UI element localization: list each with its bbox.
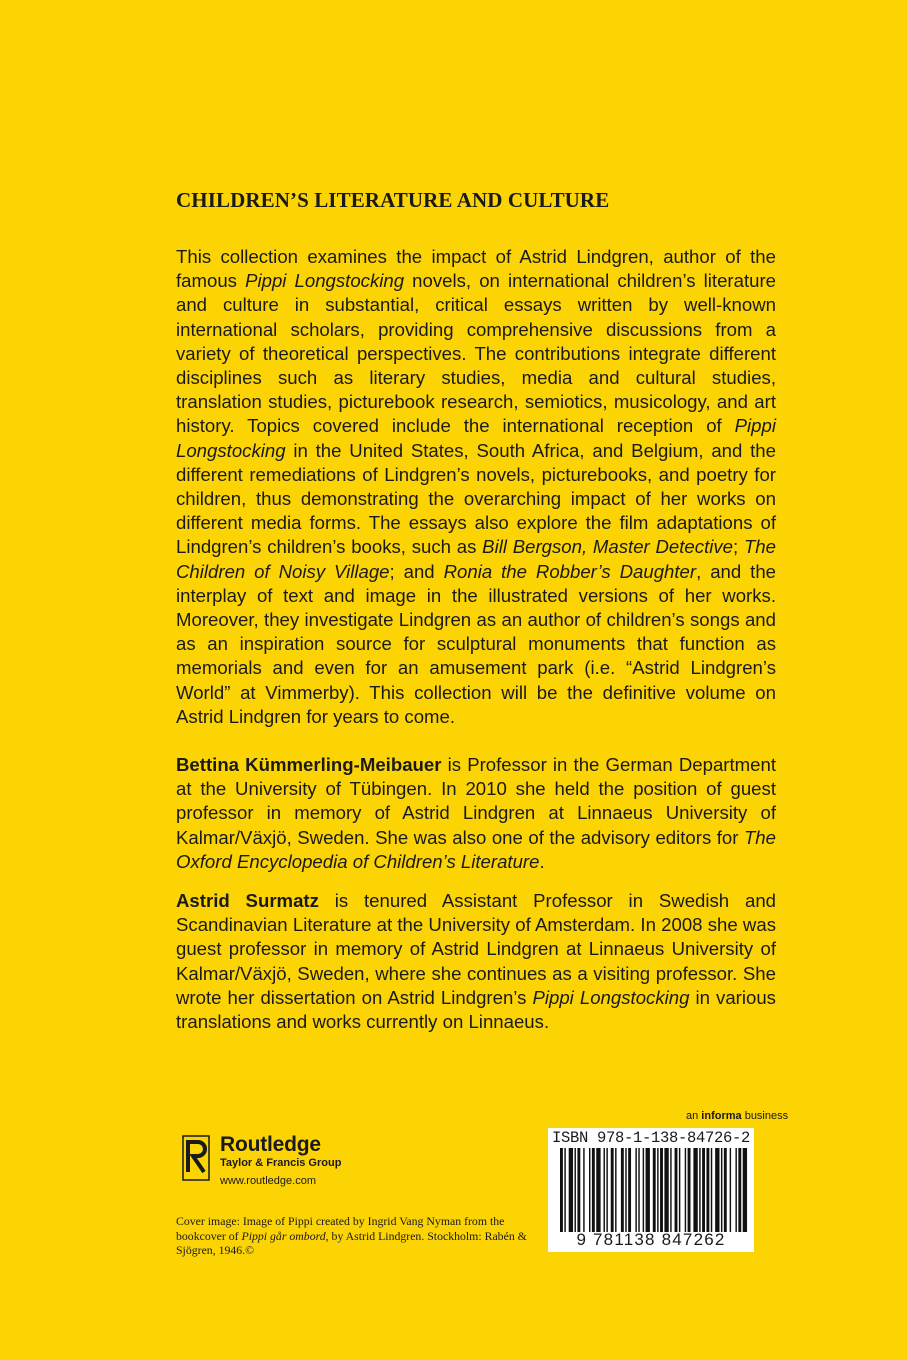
publisher-url[interactable]: www.routledge.com — [220, 1175, 316, 1187]
barcode-bar — [592, 1148, 595, 1232]
barcode-bar — [702, 1148, 705, 1232]
title-pippi: Pippi Longstocking — [245, 270, 405, 292]
routledge-r-icon — [180, 1134, 212, 1182]
barcode-bar — [657, 1148, 658, 1232]
publisher-group: Taylor & Francis Group — [220, 1157, 342, 1169]
informa-business: an informa business — [686, 1110, 789, 1122]
barcode-bar — [596, 1148, 600, 1232]
isbn-barcode — [548, 1128, 754, 1252]
publisher-name: Routledge — [220, 1133, 321, 1156]
barcode-bar — [693, 1148, 697, 1232]
barcode-bar — [670, 1148, 671, 1232]
barcode-bar — [638, 1148, 639, 1232]
barcode-bar — [735, 1148, 736, 1232]
barcode-bar — [721, 1148, 722, 1232]
barcode-bar — [589, 1148, 590, 1232]
barcode-bar — [611, 1148, 614, 1232]
editor-name: Astrid Surmatz — [176, 890, 319, 911]
barcode-bar — [575, 1148, 576, 1232]
barcode-bar — [660, 1148, 663, 1232]
barcode-bar — [643, 1148, 644, 1232]
editor-bio-2: Astrid Surmatz is tenured Assistant Professor in Swedish and Scandinavian Literature at the University of Amsterdam. In 2008 she was guest professor in memory of Astrid Lindgren at Linnaeus University of Kalmar/Växjö, Sweden, where she continues as a visiting professor. She wrote her dissertation on Astrid Lindgren’s Pippi Longstocking in various translations and works currently on Linnaeus. — [176, 890, 777, 1033]
barcode-bar — [715, 1148, 719, 1232]
barcode-bar — [724, 1148, 727, 1232]
barcode-bar — [635, 1148, 636, 1232]
barcode-bar — [628, 1148, 631, 1232]
barcode-digits: 9 781138 847262 — [576, 1230, 726, 1249]
work-title: Pippi Longstocking — [532, 986, 690, 1008]
barcode-bar — [699, 1148, 700, 1232]
barcode-bar — [706, 1148, 709, 1232]
barcode-bar — [615, 1148, 616, 1232]
barcode-bar — [688, 1148, 691, 1232]
barcode-bar — [604, 1148, 605, 1232]
barcode-bar — [743, 1148, 747, 1232]
work-title: The Oxford Encyclopedia of Children’s Literature — [176, 826, 776, 872]
editor-bio-1: Bettina Kümmerling-Meibauer is Professor in the German Department at the University of Tübingen. In 2010 she held the position of guest professor in memory of Astrid Lindgren at Linnaeus University of Kalmar/Växjö, Sweden. She was also one of the advisory editors for The Oxford Encyclopedia of Children’s Literature. — [176, 754, 776, 872]
barcode-bar — [679, 1148, 680, 1232]
cover-credit: Cover image: Image of Pippi created by Ingrid Vang Nyman from the bookcover of Pippi går ombord, by Astrid Lindgren. Stockholm: Rabén & Sjögren, 1946.© — [176, 1214, 527, 1257]
barcode-bar — [730, 1148, 731, 1232]
title-noisy-village: The Children of Noisy Village — [176, 536, 776, 582]
title-ronia: Ronia the Robber’s Daughter — [443, 560, 697, 582]
barcode-bar — [711, 1148, 712, 1232]
barcode-bar — [653, 1148, 656, 1232]
barcode-bars — [548, 1148, 754, 1234]
barcode-bar — [621, 1148, 624, 1232]
barcode-bar — [738, 1148, 741, 1232]
barcode-bar — [675, 1148, 678, 1232]
barcode-bar — [577, 1148, 580, 1232]
barcode-bar — [569, 1148, 573, 1232]
book-description: This collection examines the impact of Astrid Lindgren, author of the famous Pippi Longstocking novels, on international children’s literature and culture in substantial, critical essays written by well-known international scholars, providing comprehensive discussions from a variety of theoretical perspectives. The contributions integrate different disciplines such as literary studies, media and cultural studies, translation studies, picturebook research, semiotics, musicology, and art history. Topics covered include the international reception of Pippi Longstocking in the United States, South Africa, and Belgium, and the different remediations of Lindgren’s novels, picturebooks, and poetry for children, thus demonstrating the overarching impact of her works on different media forms. The essays also explore the film adaptations of Lindgren’s children’s books, such as Bill Bergson, Master Detective; The Children of Noisy Village; and Ronia the Robber’s Daughter, and the interplay of text and image in the illustrated versions of her works. Moreover, they investigate Lindgren as an author of children’s songs and as an inspiration source for sculptural monuments that function as memorials and even for an amusement park (i.e. “Astrid Lindgren’s World” at Vimmerby). This collection will be the definitive volume on Astrid Lindgren for years to come. — [176, 246, 777, 727]
isbn-label: ISBN 978-1-138-84726-2 — [552, 1129, 751, 1147]
barcode-bar — [564, 1148, 565, 1232]
barcode-bar — [560, 1148, 563, 1232]
barcode-bar — [664, 1148, 668, 1232]
publisher-logo — [180, 1134, 341, 1190]
barcode-bar — [606, 1148, 607, 1232]
barcode-bar — [685, 1148, 686, 1232]
editor-name: Bettina Kümmerling-Meibauer — [176, 754, 442, 775]
barcode-bar — [646, 1148, 650, 1232]
series-title: CHILDREN’S LITERATURE AND CULTURE — [176, 188, 610, 212]
title-bill-bergson: Bill Bergson, Master Detective — [482, 536, 734, 558]
barcode-bar — [625, 1148, 626, 1232]
title-pippi: Pippi Longstocking — [176, 415, 776, 461]
barcode-bar — [583, 1148, 584, 1232]
